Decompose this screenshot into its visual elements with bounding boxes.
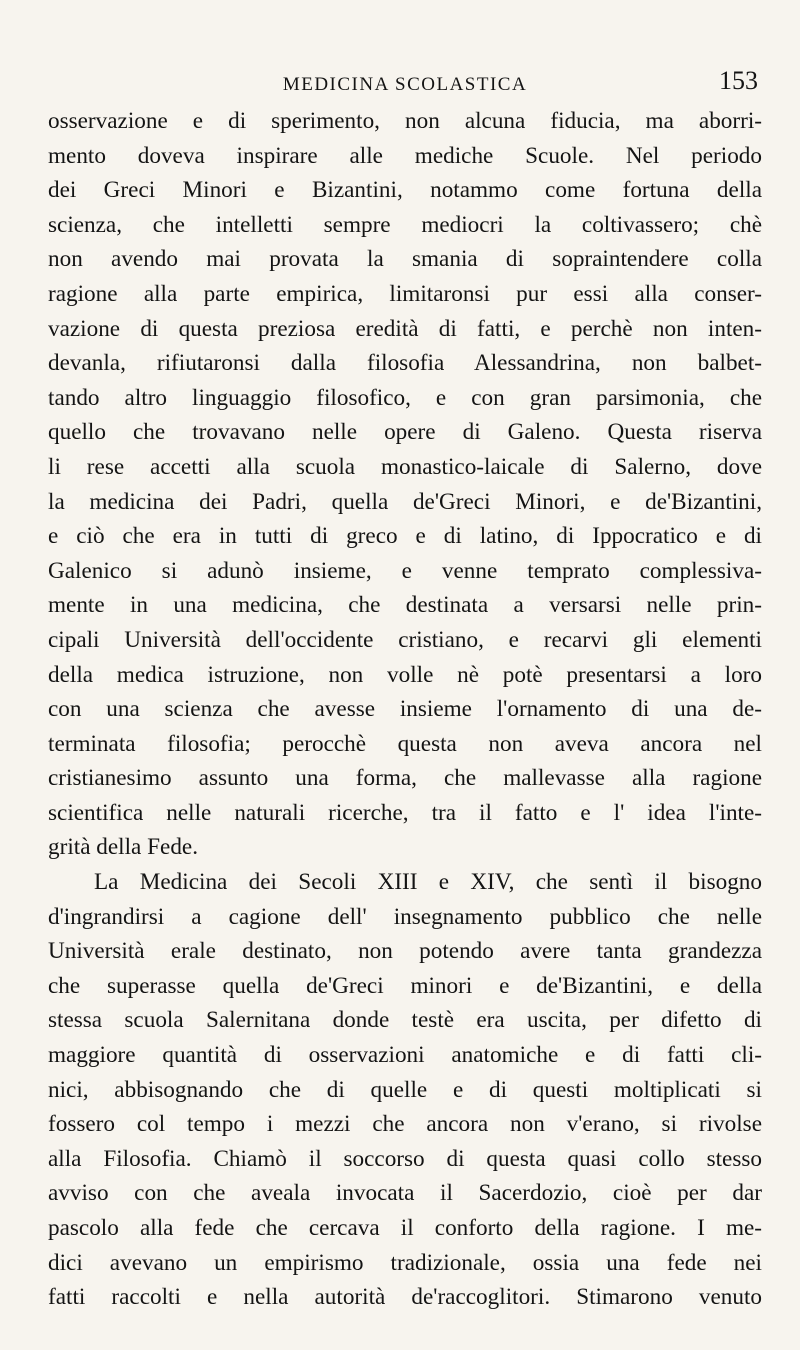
text-line: pascolo alla fede che cercava il conforto della ragione. I me- (48, 1215, 762, 1241)
text-line: Galenico si adunò insieme, e venne temprato complessiva- (48, 557, 762, 584)
text-line: stessa scuola Salernitana donde testè era uscita, per difetto di (48, 1007, 762, 1034)
text-line: grità della Fede. (48, 834, 199, 861)
text-line: avviso con che aveala invocata il Sacerdozio, cioè per dar (48, 1180, 762, 1207)
text-line: La Medicina dei Secoli XIII e XIV, che sentì il bisogno (94, 869, 762, 896)
text-line: della medica istruzione, non volle nè potè presentarsi a loro (48, 661, 762, 688)
text-line: fatti raccolti e nella autorità de'raccoglitori. Stimarono venuto (48, 1284, 762, 1311)
text-line: li rese accetti alla scuola monastico-laicale di Salerno, dove (48, 453, 762, 480)
text-line: alla Filosofia. Chiamò il soccorso di questa quasi collo stesso (48, 1145, 762, 1172)
text-line: la medicina dei Padri, quella de'Greci Minori, e de'Bizantini, (48, 488, 762, 515)
text-line: quello che trovavano nelle opere di Galeno. Questa riserva (48, 419, 762, 446)
text-line: con una scienza che avesse insieme l'ornamento di una de- (48, 696, 762, 723)
page-number: 153 (719, 66, 758, 95)
text-line: vazione di questa preziosa eredità di fatti, e perchè non inten- (48, 315, 762, 342)
text-line: ragione alla parte empirica, limitaronsi pur essi alla conser- (48, 280, 762, 307)
text-line: maggiore quantità di osservazioni anatomiche e di fatti cli- (48, 1042, 762, 1069)
text-line: mente in una medicina, che destinata a versarsi nelle prin- (48, 592, 762, 619)
text-line: fossero col tempo i mezzi che ancora non v'erano, si rivolse (48, 1111, 762, 1138)
text-line: scienza, che intelletti sempre mediocri la coltivassero; chè (48, 211, 762, 238)
text-line: dei Greci Minori e Bizantini, notammo come fortuna della (48, 177, 762, 204)
running-head (48, 0, 762, 104)
text-line: osservazione e di sperimento, non alcuna fiducia, ma aborri- (48, 108, 762, 134)
text-line: cipali Università dell'occidente cristiano, e recarvi gli elementi (48, 626, 762, 653)
text-line: scientifica nelle naturali ricerche, tra il fatto e l' idea l'inte- (48, 799, 762, 826)
text-line: tando altro linguaggio filosofico, e con gran parsimonia, che (48, 384, 762, 411)
body-text (48, 104, 762, 1315)
text-line: nici, abbisognando che di quelle e di questi moltiplicati si (48, 1076, 762, 1103)
text-line: e ciò che era in tutti di greco e di latino, di Ippocratico e di (48, 523, 762, 550)
text-line: terminata filosofia; perocchè questa non aveva ancora nel (48, 730, 762, 757)
text-line: non avendo mai provata la smania di sopraintendere colla (48, 246, 762, 273)
running-title: MEDICINA SCOLASTICA (282, 74, 528, 95)
text-line: cristianesimo assunto una forma, che mallevasse alla ragione (48, 765, 762, 792)
text-line: che superasse quella de'Greci minori e de'Bizantini, e della (48, 972, 762, 999)
text-line: Università erale destinato, non potendo avere tanta grandezza (48, 938, 762, 965)
text-line: mento doveva inspirare alle mediche Scuole. Nel periodo (48, 142, 762, 169)
text-line: devanla, rifiutaronsi dalla filosofia Alessandrina, non balbet- (48, 350, 762, 377)
text-line: dici avevano un empirismo tradizionale, ossia una fede nei (48, 1249, 762, 1276)
text-line: d'ingrandirsi a cagione dell' insegnamento pubblico che nelle (48, 903, 762, 930)
